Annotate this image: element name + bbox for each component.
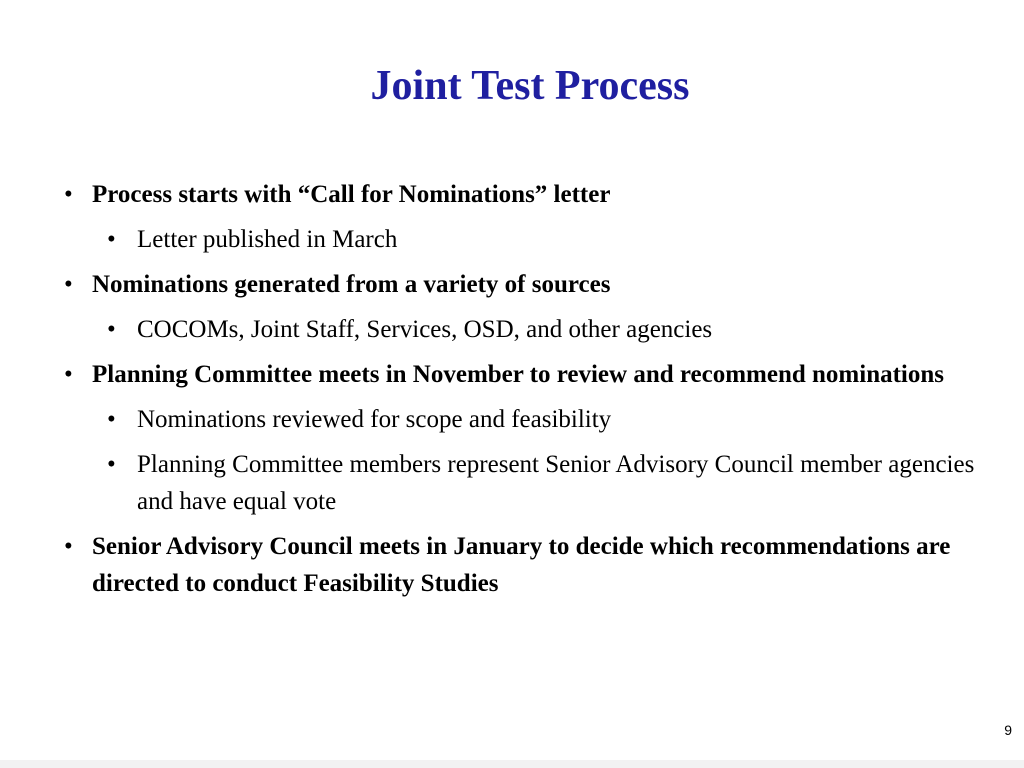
bullet-dot-icon: • (107, 226, 116, 253)
bullet-dot-icon: • (64, 181, 73, 208)
bullet-text: Letter published in March (137, 226, 398, 253)
bullet-text: Process starts with “Call for Nominations” letter (92, 181, 611, 208)
bullet-item (62, 176, 992, 213)
bullet-text: COCOMs, Joint Staff, Services, OSD, and other agencies (137, 316, 713, 343)
bullet-dot-icon: • (64, 361, 73, 388)
bullet-item (62, 356, 992, 393)
bullet-text: Nominations generated from a variety of sources (92, 271, 611, 298)
bullet-list (62, 168, 992, 602)
bullet-dot-icon: • (64, 533, 73, 560)
page-number: 9 (1004, 722, 1012, 738)
bullet-dot-icon: • (107, 451, 116, 478)
sub-bullet-item (62, 221, 992, 258)
bullet-dot-icon: • (64, 271, 73, 298)
bullet-text: Senior Advisory Council meets in January to decide which recommendations are directed to conduct Feasibility Studies (92, 533, 951, 597)
bullet-dot-icon: • (107, 406, 116, 433)
bullet-item (62, 528, 992, 602)
sub-bullet-item (62, 401, 992, 438)
bullet-item (62, 266, 992, 303)
bullet-text: Planning Committee meets in November to review and recommend nominations (92, 361, 945, 388)
bullet-text: Planning Committee members represent Senior Advisory Council member agencies and have equal vote (137, 451, 975, 515)
bullet-text: Nominations reviewed for scope and feasibility (137, 406, 612, 433)
slide-title: Joint Test Process (370, 63, 690, 109)
sub-bullet-item (62, 446, 992, 520)
bullet-dot-icon: • (107, 316, 116, 343)
sub-bullet-item (62, 311, 992, 348)
bottom-bar (0, 760, 1024, 768)
